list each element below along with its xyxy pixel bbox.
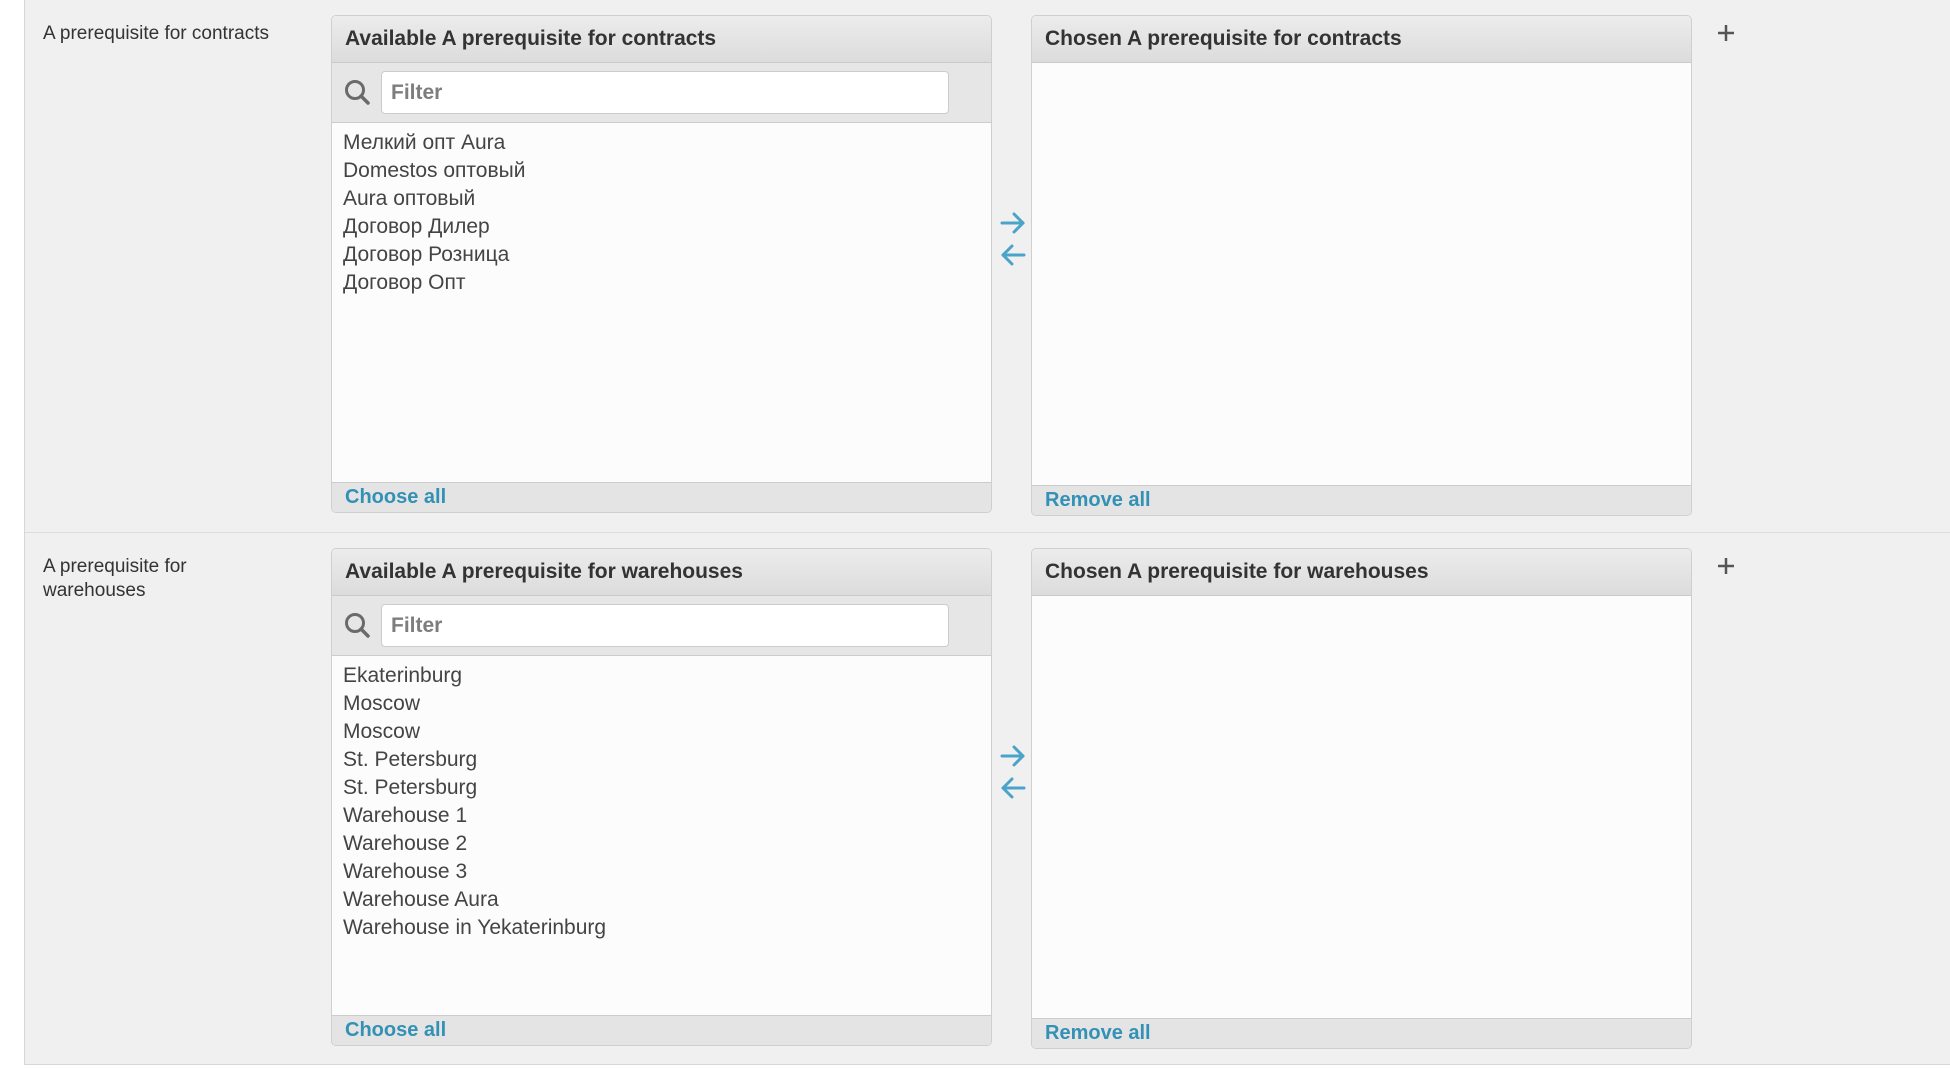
option-item[interactable]: Warehouse in Yekaterinburg xyxy=(343,916,607,939)
form-panel xyxy=(24,0,1950,1065)
option-item[interactable]: Договор Опт xyxy=(343,271,466,294)
chosen-title: Chosen A prerequisite for warehouses xyxy=(1032,549,1691,596)
search-icon xyxy=(344,79,370,105)
arrow-left-icon[interactable] xyxy=(999,243,1027,267)
option-item[interactable]: Aura оптовый xyxy=(343,187,476,210)
field-row-contracts xyxy=(25,0,1950,533)
field-row-warehouses xyxy=(25,532,1950,1066)
option-item[interactable]: Договор Розница xyxy=(343,243,510,266)
choose-all-link[interactable]: Choose all xyxy=(332,482,991,512)
remove-all-link[interactable]: Remove all xyxy=(1032,1018,1691,1048)
available-title: Available A prerequisite for contracts xyxy=(332,16,991,63)
chosen-selector xyxy=(1031,548,1692,1049)
option-item[interactable]: Domestos оптовый xyxy=(343,159,526,182)
option-item[interactable]: Warehouse 3 xyxy=(343,860,468,883)
option-item[interactable]: Ekaterinburg xyxy=(343,664,463,687)
field-label: A prerequisite for warehouses xyxy=(43,556,187,601)
filter-input[interactable] xyxy=(381,71,949,114)
available-selector xyxy=(331,548,992,1046)
filter-bar xyxy=(332,596,991,656)
arrow-right-icon[interactable] xyxy=(999,744,1027,768)
option-item[interactable]: St. Petersburg xyxy=(343,776,478,799)
available-selector xyxy=(331,15,992,513)
search-icon xyxy=(344,612,370,638)
available-options-list[interactable] xyxy=(332,123,991,472)
field-label: A prerequisite for contracts xyxy=(43,23,269,44)
filter-input[interactable] xyxy=(381,604,949,647)
plus-icon[interactable] xyxy=(1715,22,1737,44)
choose-all-link[interactable]: Choose all xyxy=(332,1015,991,1045)
option-item[interactable]: Moscow xyxy=(343,692,421,715)
plus-icon[interactable] xyxy=(1715,555,1737,577)
chosen-options-list[interactable] xyxy=(1032,63,1691,483)
arrow-left-icon[interactable] xyxy=(999,776,1027,800)
available-title: Available A prerequisite for warehouses xyxy=(332,549,991,596)
chosen-selector xyxy=(1031,15,1692,516)
option-item[interactable]: Warehouse Aura xyxy=(343,888,499,911)
option-item[interactable]: St. Petersburg xyxy=(343,748,478,771)
option-item[interactable]: Warehouse 2 xyxy=(343,832,468,855)
available-options-list[interactable] xyxy=(332,656,991,1005)
option-item[interactable]: Moscow xyxy=(343,720,421,743)
option-item[interactable]: Договор Дилер xyxy=(343,215,490,238)
chosen-title: Chosen A prerequisite for contracts xyxy=(1032,16,1691,63)
option-item[interactable]: Warehouse 1 xyxy=(343,804,468,827)
option-item[interactable]: Мелкий опт Aura xyxy=(343,131,506,154)
chosen-options-list[interactable] xyxy=(1032,596,1691,1016)
arrow-right-icon[interactable] xyxy=(999,211,1027,235)
remove-all-link[interactable]: Remove all xyxy=(1032,485,1691,515)
filter-bar xyxy=(332,63,991,123)
